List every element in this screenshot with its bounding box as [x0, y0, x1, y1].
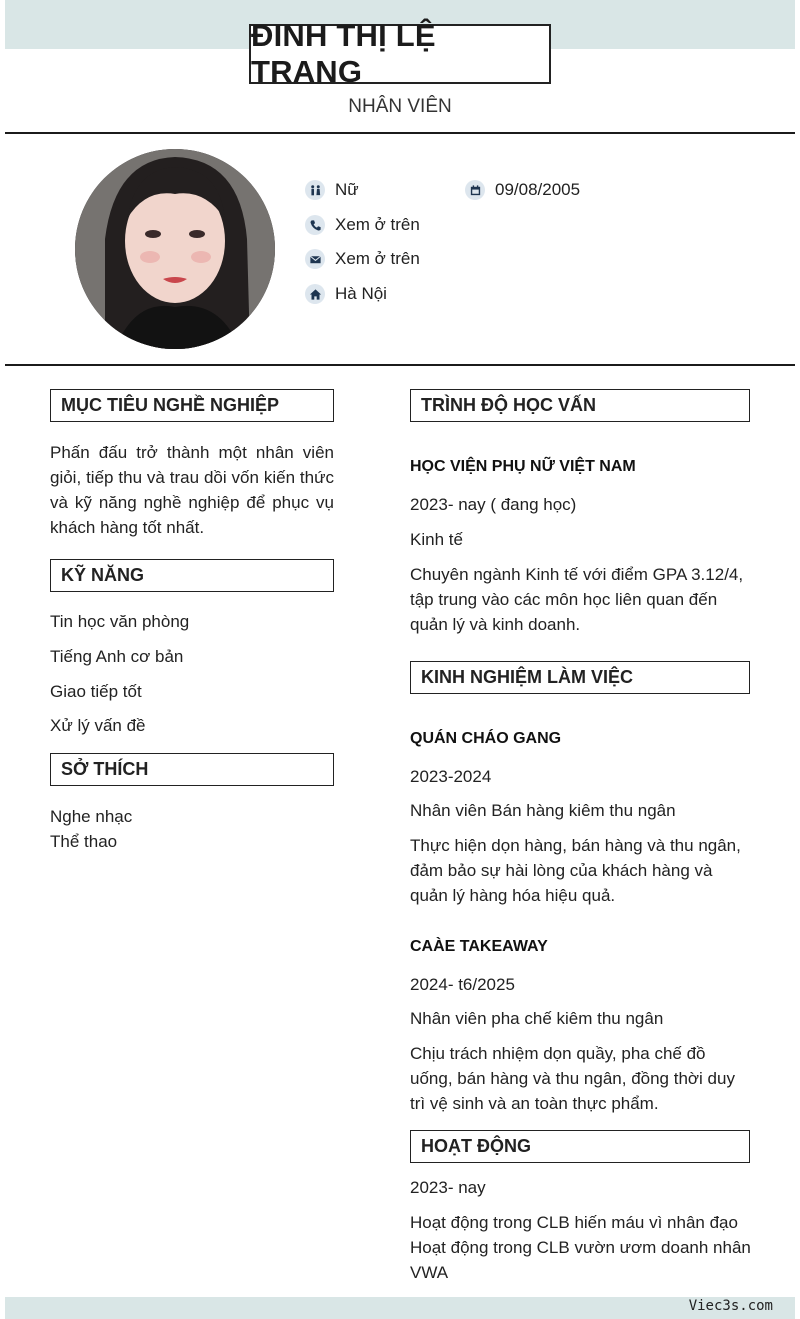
skill-item: Tiếng Anh cơ bản	[50, 647, 184, 666]
skill-item: Tin học văn phòng	[50, 612, 190, 631]
job-company: CAÀE TAKEAWAY	[410, 938, 548, 955]
activity-line: Hoạt động trong CLB vườn ươm doanh nhân VWA	[410, 1238, 751, 1282]
job-role: Nhân viên pha chế kiêm thu ngân	[410, 1009, 664, 1028]
hobby-item: Nghe nhạc	[50, 807, 133, 826]
objective-heading: MỤC TIÊU NGHỀ NGHIỆP	[50, 389, 334, 422]
divider-top	[5, 132, 795, 134]
phone-icon	[305, 215, 325, 235]
address-value: Hà Nội	[335, 284, 387, 303]
job-period: 2024- t6/2025	[410, 975, 515, 994]
footer-band	[5, 1297, 795, 1319]
activities-heading: HOẠT ĐỘNG	[410, 1130, 750, 1163]
email-row	[305, 249, 420, 269]
job-description: Chịu trách nhiệm dọn quầy, pha chế đồ uống, bán hàng và thu ngân, đồng thời duy trì vệ sinh và an toàn thực phẩm.	[410, 1044, 735, 1113]
hobby-item: Thể thao	[50, 832, 118, 851]
hobbies-heading: SỞ THÍCH	[50, 753, 334, 786]
gender-row	[305, 180, 359, 200]
job-role: Nhân viên Bán hàng kiêm thu ngân	[410, 801, 676, 820]
phone-value: Xem ở trên	[335, 215, 420, 234]
divider-middle	[5, 364, 795, 366]
profile-photo	[75, 149, 275, 349]
calendar-icon	[465, 180, 485, 200]
candidate-name: ĐINH THỊ LỆ TRANG	[249, 24, 551, 84]
email-value: Xem ở trên	[335, 249, 420, 268]
home-icon	[305, 284, 325, 304]
skill-item: Xử lý vấn đề	[50, 716, 146, 735]
address-row	[305, 284, 387, 304]
email-icon	[305, 249, 325, 269]
job-company: QUÁN CHÁO GANG	[410, 730, 562, 747]
objective-text: Phấn đấu trở thành một nhân viên giỏi, tiếp thu và trau dồi vốn kiến thức và kỹ năng nghề nghiệp để phục vụ khách hàng tốt nhất.	[50, 443, 334, 537]
job-period: 2023-2024	[410, 767, 492, 786]
gender-value: Nữ	[335, 180, 359, 199]
education-period: 2023- nay ( đang học)	[410, 495, 577, 514]
experience-heading: KINH NGHIỆM LÀM VIỆC	[410, 661, 750, 694]
education-heading: TRÌNH ĐỘ HỌC VẤN	[410, 389, 750, 422]
activity-line: Hoạt động trong CLB hiến máu vì nhân đạo	[410, 1213, 738, 1232]
birthday-row	[465, 180, 580, 200]
brand-watermark: Viec3s.com	[688, 1298, 773, 1314]
phone-row	[305, 215, 420, 235]
education-major: Kinh tế	[410, 530, 463, 549]
gender-icon	[305, 180, 325, 200]
job-position: NHÂN VIÊN	[348, 96, 452, 117]
education-description: Chuyên ngành Kinh tế với điểm GPA 3.12/4, tập trung vào các môn học liên quan đến quản lý và kinh doanh.	[410, 565, 744, 634]
birthday-value: 09/08/2005	[495, 180, 581, 199]
skill-item: Giao tiếp tốt	[50, 682, 142, 701]
skills-heading: KỸ NĂNG	[50, 559, 334, 592]
activities-period: 2023- nay	[410, 1178, 486, 1197]
school-name: HỌC VIỆN PHỤ NỮ VIỆT NAM	[410, 458, 636, 475]
job-description: Thực hiện dọn hàng, bán hàng và thu ngân, đảm bảo sự hài lòng của khách hàng và quản lý hàng hóa hiệu quả.	[410, 836, 741, 905]
